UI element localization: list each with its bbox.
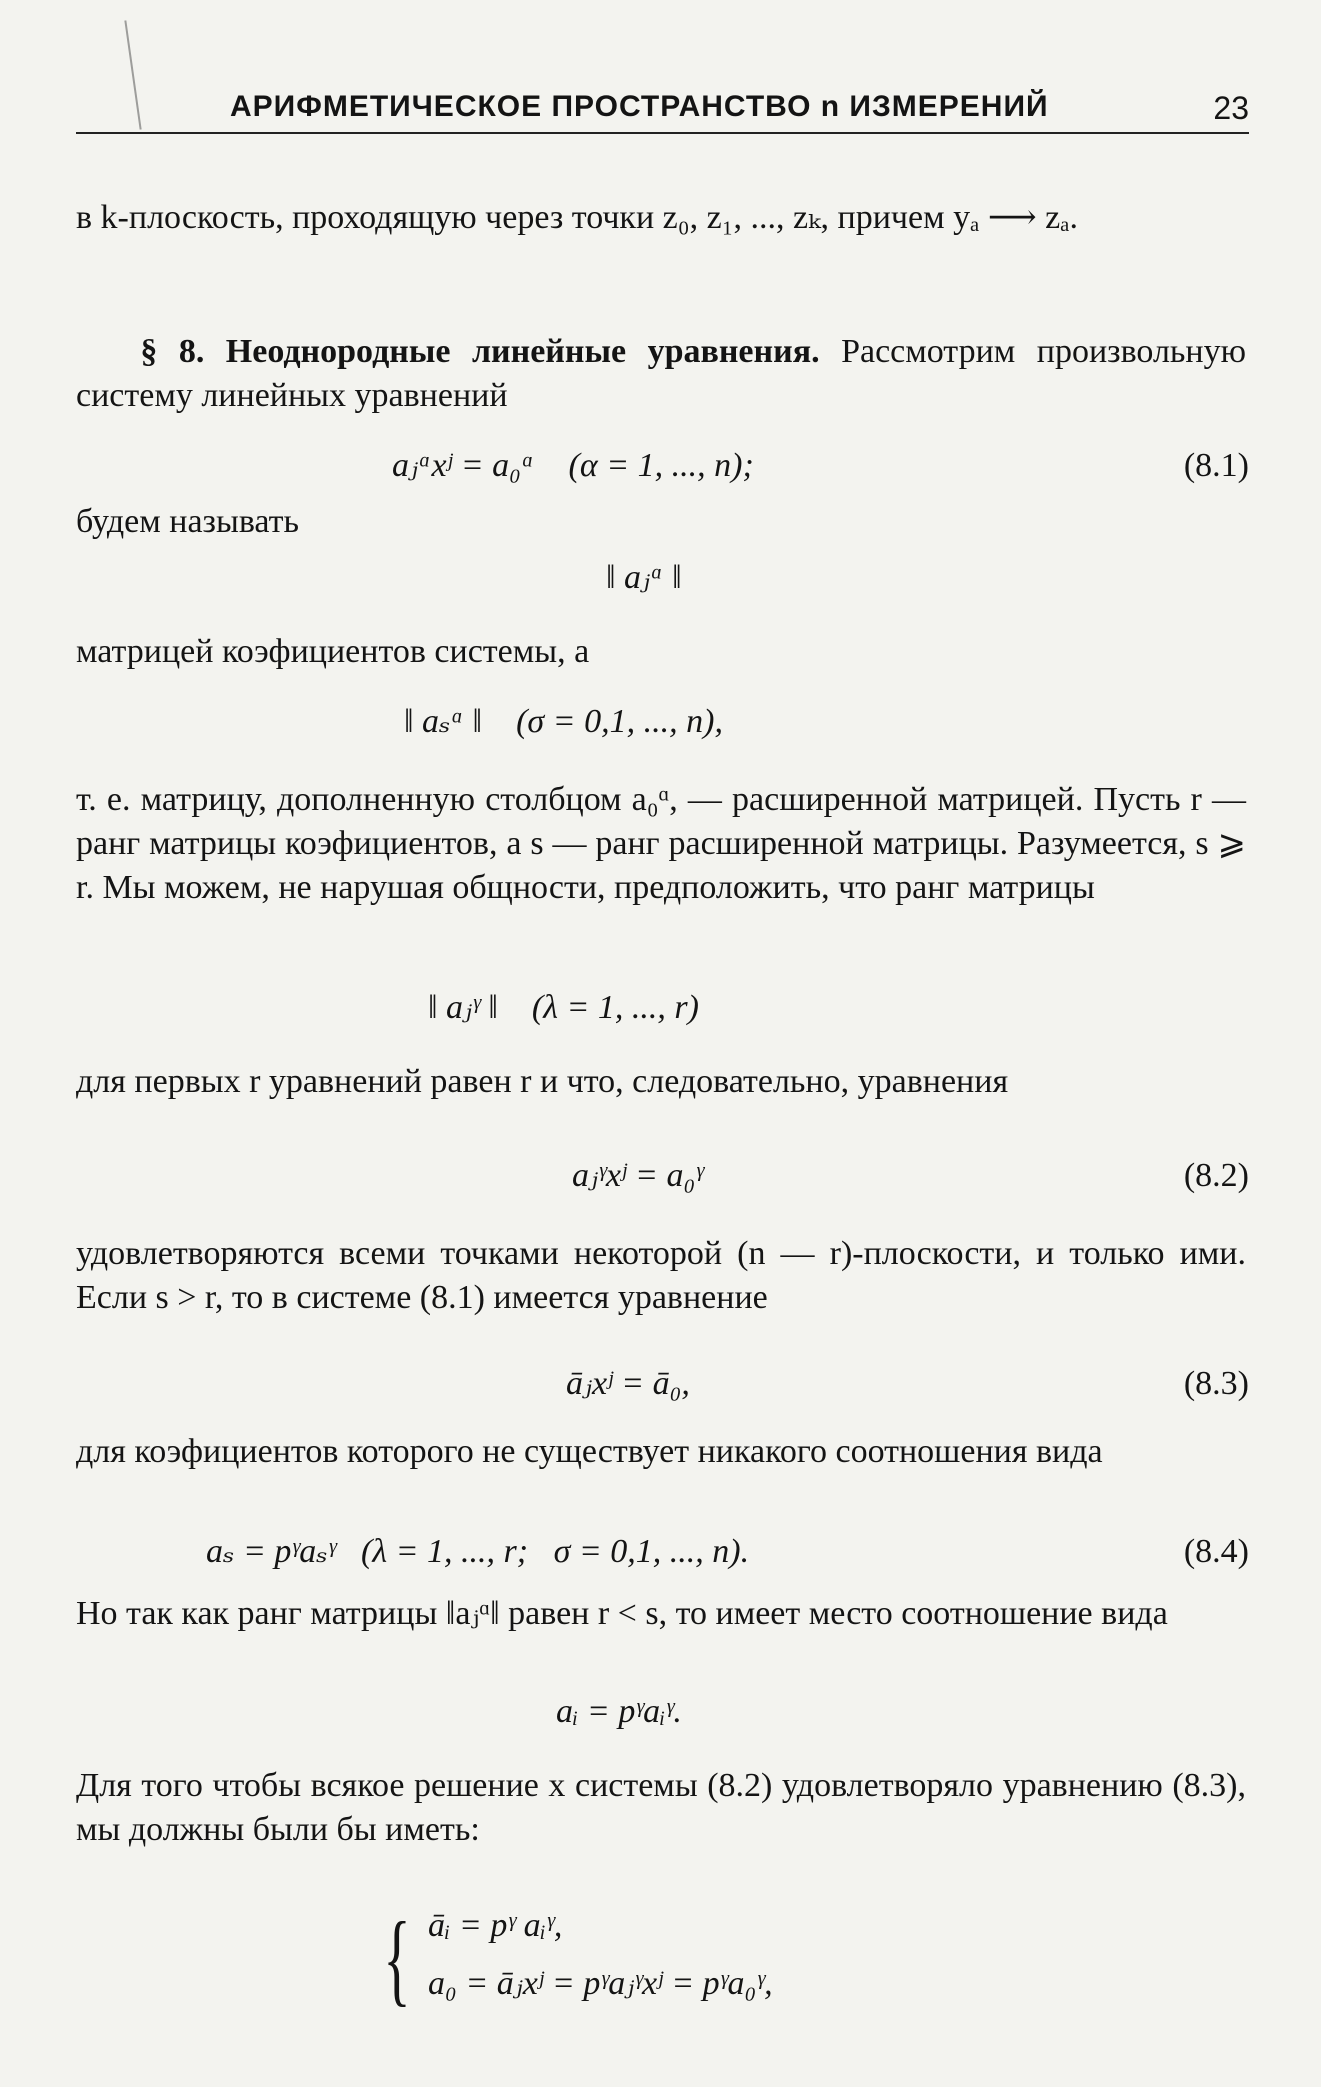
paragraph-4: матрицей коэфициентов системы, а [76,633,590,670]
coefficient-matrix: ‖ aⱼᵅ ‖ [606,559,682,596]
paragraph-9: Но так как ранг матрицы ‖aⱼᵅ‖ равен r < s, то имеет место соотношение вида [76,1595,1168,1632]
page-number: 23 [1213,90,1249,126]
submatrix: ‖ aⱼᵞ ‖ (λ = 1, ..., r) [428,989,699,1026]
system-line-1: āᵢ = pᵞ aᵢᵞ, [428,1907,563,1944]
paragraph-7: удовлетворяются всеми точками некоторой (n — r)-плоскости, и только ими. Если s > r, то в системе (8.1) имеется уравнение [76,1235,1246,1316]
augmented-matrix: ‖ aₛᵅ ‖ (σ = 0,1, ..., n), [404,703,723,740]
paragraph-8: для коэфициентов которого не существует никакого соотношения вида [76,1433,1103,1470]
paragraph-1: в k-плоскость, проходящую через точки z₀, z₁, ..., zₖ, причем yₐ ⟶ zₐ. [76,199,1079,236]
section-heading: § 8. Неоднородные линейные уравнения. [140,333,820,370]
system-line-2: a₀ = āⱼxʲ = pᵞaⱼᵞxʲ = pᵞa₀ᵞ, [428,1965,773,2002]
paragraph-3: будем называть [76,503,300,540]
equation-8-2-number: (8.2) [1183,1157,1249,1194]
relation-equation: aᵢ = pᵞaᵢᵞ. [556,1693,682,1730]
paragraph-10: Для того чтобы всякое решение x системы (8.2) удовлетворяло уравнению (8.3), мы должны были бы иметь: [76,1767,1246,1848]
equation-8-1: aⱼᵅxʲ = a₀ᵅ (α = 1, ..., n); [392,447,754,484]
equation-8-4: aₛ = pᵞaₛᵞ (λ = 1, ..., r; σ = 0,1, ..., n). [206,1533,750,1570]
equation-8-3: āⱼxʲ = ā₀, [566,1365,690,1402]
equation-8-1-number: (8.1) [1183,447,1249,484]
header-title: АРИФМЕТИЧЕСКОЕ ПРОСТРАНСТВО n ИЗМЕРЕНИЙ [230,90,1049,123]
equation-8-2: aⱼᵞxʲ = a₀ᵞ [572,1157,704,1194]
paragraph-2 [76,330,1246,418]
paragraph-5: т. е. матрицу, дополненную столбцом a₀ᵅ, — расширенной матрицей. Пусть r — ранг матрицы коэфициентов, а s — ранг расширенной матрицы. Разумеется, s ⩾ r. Мы можем, не нарушая общности, предположить, что ранг матрицы [76,781,1246,906]
equation-8-4-number: (8.4) [1183,1533,1249,1570]
running-header [76,86,1249,134]
equation-8-3-number: (8.3) [1183,1365,1249,1402]
paragraph-6: для первых r уравнений равен r и что, следовательно, уравнения [76,1063,1009,1100]
system-brace: { [383,1901,411,2016]
paragraph-2-text: Рассмотрим произвольную систему линейных уравнений [76,333,1247,414]
